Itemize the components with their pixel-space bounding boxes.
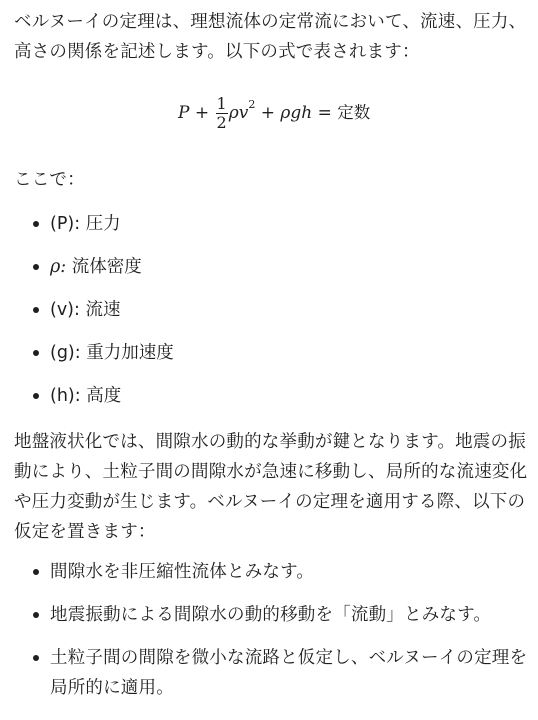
list-item: 土粒子間の間隙を微小な流路と仮定し、ベルヌーイの定理を局所的に適用。 [14,643,529,703]
list-item [14,338,529,381]
variable-symbol: (h): [50,386,81,406]
formula-pressure: P [178,103,190,123]
list-item [14,295,529,338]
variable-symbol: (v): [50,300,80,320]
list-item [14,252,529,295]
fraction-numerator: 1 [216,94,227,113]
variable-description: 流速 [85,300,121,320]
assumption-list [14,557,529,703]
variable-description: 流体密度 [71,257,142,277]
variable-description: 重力加速度 [86,343,174,363]
formula-rho-g-h: ρgh [280,103,313,123]
variable-symbol: (P): [50,214,81,234]
formula-fraction [216,95,228,132]
formula-equals: = [317,103,332,123]
formula-exponent: 2 [248,98,256,111]
liquefaction-paragraph: 地盤液状化では、間隙水の動的な挙動が鍵となります。地震の振動により、土粒子間の間隙水が急速に移動し、局所的な流速変化や圧力変動が生じます。ベルヌーイの定理を適用する際、以下の仮定を置きます： [14,432,528,542]
list-item [14,209,529,252]
bernoulli-equation [14,89,529,153]
formula-plus-1: + [194,103,210,123]
variable-symbol: ρ: [50,257,67,277]
formula-rho-v: ρv [228,103,249,123]
list-item: 地震振動による間隙水の動的移動を「流動」とみなす。 [14,600,529,630]
variable-description: 高度 [86,386,122,406]
document-body [14,0,529,716]
intro-paragraph: ベルヌーイの定理は、理想流体の定常流において、流速、圧力、高さの関係を記述します。以下の式で表されます： [14,12,527,62]
variable-description: 圧力 [85,214,121,234]
list-item [14,381,529,424]
list-item: 間隙水を非圧縮性流体とみなす。 [14,557,529,587]
fraction-denominator: 2 [216,113,227,132]
formula-plus-2: + [260,103,275,123]
variable-list [14,209,529,424]
formula-constant: 定数 [337,103,371,122]
where-label: ここで： [14,170,85,190]
variable-symbol: (g): [50,343,81,363]
